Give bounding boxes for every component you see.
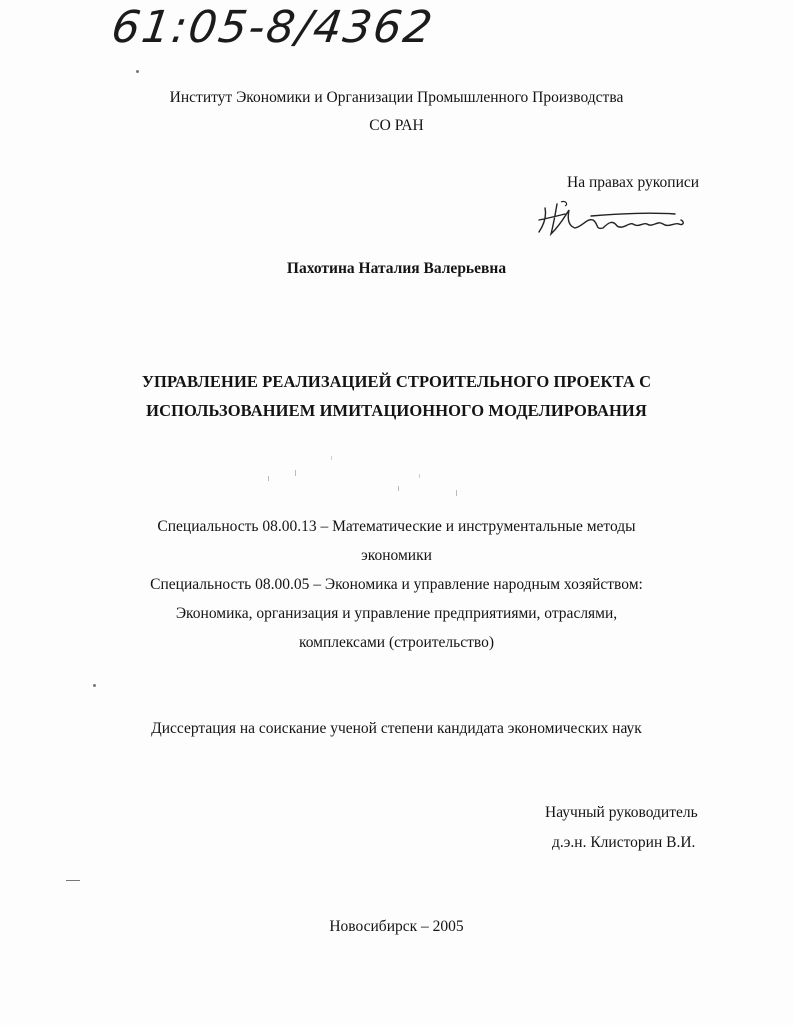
supervisor-label: Научный руководитель: [545, 804, 698, 821]
author-name: Пахотина Наталия Валерьевна: [286, 260, 507, 277]
supervisor-name: д.э.н. Клисторин В.И.: [552, 834, 696, 851]
archive-stamp: 61:05-8/4362: [108, 2, 438, 53]
institution-name: Институт Экономики и Организации Промышленного Производства: [169, 89, 624, 106]
specialty-line-2: экономики: [361, 547, 432, 564]
thesis-title-line-1: УПРАВЛЕНИЕ РЕАЛИЗАЦИЕЙ СТРОИТЕЛЬНОГО ПРОЕКТА С: [141, 372, 652, 391]
specialty-line-3: Специальность 08.00.05 – Экономика и управление народным хозяйством:: [150, 576, 643, 593]
scan-speck: [93, 684, 96, 687]
degree-statement: Диссертация на соискание ученой степени кандидата экономических наук: [151, 720, 642, 737]
place-year: Новосибирск – 2005: [329, 918, 464, 935]
scan-speck: [136, 70, 139, 73]
scan-speck: [268, 476, 269, 481]
manuscript-note: На правах рукописи: [567, 174, 700, 191]
signature-image: [535, 196, 695, 241]
scan-speck: [295, 470, 296, 476]
specialty-line-1: Специальность 08.00.13 – Математические и инструментальные методы: [157, 518, 636, 535]
scan-speck: [66, 880, 80, 881]
scan-speck: [398, 486, 399, 491]
scan-speck: [331, 456, 332, 460]
thesis-title-line-2: ИСПОЛЬЗОВАНИЕМ ИМИТАЦИОННОГО МОДЕЛИРОВАНИЯ: [146, 401, 647, 420]
institution-branch: СО РАН: [369, 117, 424, 134]
specialty-line-5: комплексами (строительство): [298, 634, 495, 651]
scan-speck: [419, 474, 420, 478]
scan-speck: [456, 490, 457, 496]
specialty-line-4: Экономика, организация и управление предприятиями, отраслями,: [175, 605, 618, 622]
